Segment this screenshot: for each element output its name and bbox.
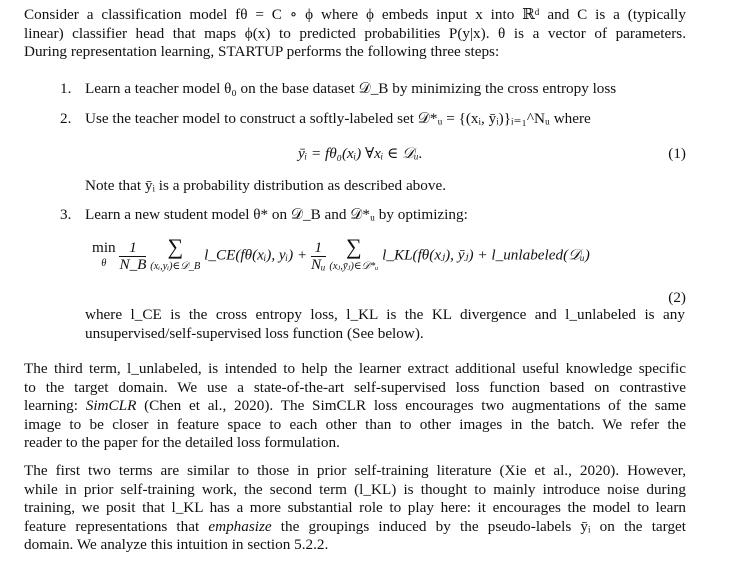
sum-1-sigma: ∑ [167, 234, 184, 259]
para2-line-5: reader to the paper for the detailed loss formulation. [24, 434, 340, 452]
min-label: min [92, 239, 116, 256]
para3-line-4 [24, 518, 686, 537]
equation-2-number: (2) [668, 289, 686, 306]
para2-line-1: The third term, l_unlabeled, is intended to help the learner extract additional useful knowledge specific [24, 360, 686, 377]
sum-2-sigma: ∑ [346, 234, 362, 259]
paragraph-third-term [24, 360, 686, 453]
intro-paragraph [24, 6, 686, 62]
equation-1 [298, 145, 423, 164]
simclr-term: SimCLR [85, 397, 137, 415]
min-operator [92, 240, 116, 272]
sum-2-subscript: (xⱼ,ȳⱼ)∈𝒟*ᵤ [329, 261, 379, 272]
equation-1-body: ȳᵢ = fθ₀(xᵢ) ∀xᵢ ∈ 𝒟ᵤ. [298, 145, 423, 162]
step-1-number: 1. [60, 80, 72, 97]
equation-2-term-2: l_KL(fθ(xⱼ), ȳⱼ) + l_unlabeled(𝒟ᵤ) [382, 246, 590, 264]
intro-line-3: During representation learning, STARTUP performs the following three steps: [24, 43, 500, 61]
intro-line-1: Consider a classification model fθ = C ∘ ϕ where ϕ embeds input x into ℝᵈ and C is a (typically [24, 6, 686, 23]
para2-line-3c: (Chen et al., 2020). The SimCLR loss encourages two augmentations of the same [136, 397, 687, 415]
para3-line-2: while in prior self-training work, the second term (l_KL) is thought to mainly introduce noise during [24, 480, 686, 498]
fraction-2-numerator: 1 [311, 240, 326, 257]
intro-line-2: linear) classifier head that maps ϕ(x) to predicted probabilities P(y|x). θ is a vector of parameters. [24, 24, 686, 42]
where-line-1: where l_CE is the cross entropy loss, l_KL is the KL divergence and l_unlabeled is any [85, 306, 685, 323]
equation-1-number: (1) [668, 145, 686, 162]
para3-line-4a: feature representations that [24, 517, 209, 535]
min-subscript: θ [101, 258, 107, 269]
step-2-number: 2. [60, 110, 72, 127]
para2-line-2: to the target domain. We use a state-of-the-art self-supervised loss function based on contrastive [24, 378, 686, 396]
fraction-1-denominator: N_B [119, 255, 147, 273]
para3-line-3: training, we posit that l_KL has a more substantial role to play here: it encourages the model to learn [24, 499, 686, 517]
fraction-2-denominator: Nᵤ [310, 255, 326, 273]
paragraph-first-two-terms [24, 462, 686, 555]
equation-2 [92, 236, 590, 276]
para3-line-4c: the groupings induced by the pseudo-labels ȳᵢ on the target [271, 517, 687, 535]
step-3-number: 3. [60, 206, 72, 223]
step-2-text: Use the teacher model to construct a softly-labeled set 𝒟*ᵤ = {(xᵢ, ȳᵢ)}ᵢ₌₁^Nᵤ where [85, 110, 591, 127]
emphasize-term: emphasize [208, 517, 272, 535]
sum-1-subscript: (xᵢ,yᵢ)∈𝒟_B [150, 261, 201, 272]
para2-line-3a: learning: [24, 397, 86, 415]
step-3-text: Learn a new student model θ* on 𝒟_B and 𝒟*ᵤ by optimizing: [85, 206, 468, 223]
para3-line-1: The first two terms are similar to those in prior self-training literature (Xie et al., 2020). However, [24, 462, 686, 479]
step-1-text: Learn a teacher model θ₀ on the base dataset 𝒟_B by minimizing the cross entropy loss [85, 80, 617, 97]
para2-line-4: image to be closer in feature space to each other than to other images in the batch. We refer the [24, 415, 686, 433]
note-line: Note that ȳᵢ is a probability distribution as described above. [85, 177, 446, 194]
where-paragraph [85, 306, 685, 343]
sum-1 [150, 236, 200, 276]
fraction-2 [311, 240, 326, 273]
sum-2 [329, 236, 378, 276]
fraction-1-numerator: 1 [119, 240, 146, 257]
para2-line-3 [24, 397, 686, 416]
where-line-2: unsupervised/self-supervised loss function (See below). [85, 324, 424, 342]
fraction-1 [119, 240, 146, 273]
equation-2-term-1: l_CE(fθ(xᵢ), yᵢ) + [204, 246, 308, 264]
para3-line-5: domain. We analyze this intuition in section 5.2.2. [24, 536, 329, 554]
